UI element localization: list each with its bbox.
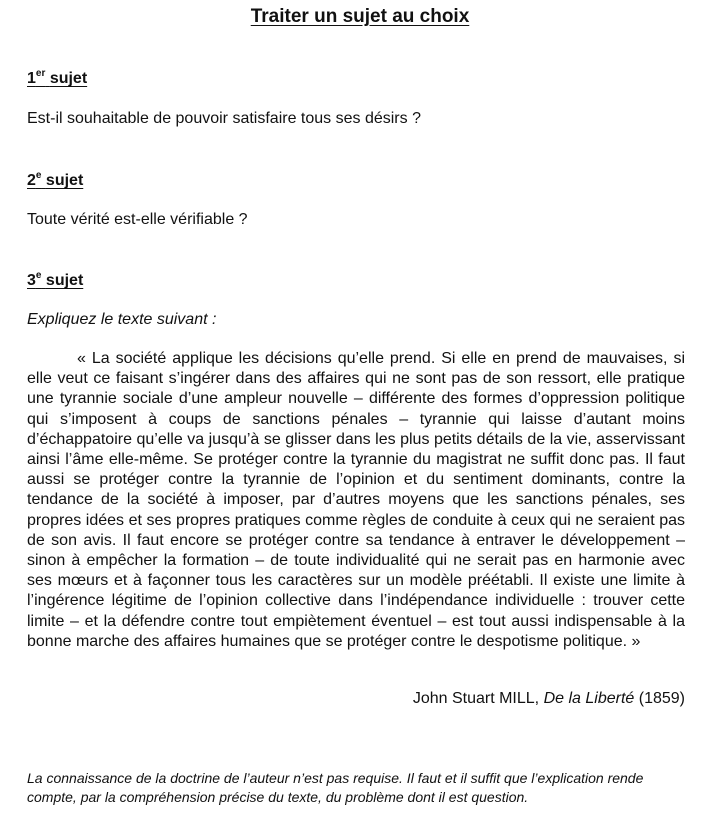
attribution-year: (1859) (638, 690, 685, 707)
subject-1-question: Est-il souhaitable de pouvoir satisfaire tous ses désirs ? (27, 110, 421, 127)
subject-1-number: 1 (27, 70, 36, 87)
attribution-work: De la Liberté (543, 690, 635, 707)
subject-3-label: sujet (45, 272, 84, 289)
attribution-author: John Stuart MILL, (412, 690, 540, 707)
quote-attribution (413, 690, 685, 708)
subject-1-label: sujet (49, 70, 88, 87)
subject-1-ordinal-suffix: er (35, 68, 46, 79)
subject-3-ordinal-suffix: e (35, 270, 42, 281)
subject-3-number: 3 (27, 272, 36, 289)
quoted-text: « La société applique les décisions qu’elle prend. Si elle en prend de mauvaises, si elle veut ce faisant s’ingérer dans des affaires qui ne sont pas de son ressort, elle pratique une tyrannie sociale d’une ampleur nouvelle – différente des formes d’oppression politique qui s’imposent à coups de sanctions pénales – tyrannie qui laisse d’autant moins d’échappatoire qu’elle va jusqu’à se glisser dans les plus petits détails de la vie, asservissant ainsi l’âme elle-même. Se protéger contre la tyrannie du magistrat ne suffit donc pas. Il faut aussi se protéger contre la tyrannie de l’opinion et du sentiment dominants, contre la tendance de la société à imposer, par d’autres moyens que les sanctions pénales, ses propres idées et ses propres pratiques comme règles de conduite à ceux qui ne seraient pas de son avis. Il faut encore se protéger contre sa tendance à entraver le développement – sinon à empêcher la formation – de toute individualité qui ne serait pas en harmonie avec ses mœurs et à façonner tous les caractères sur un modèle préétabli. Il existe une limite à l’ingérence légitime de l’opinion collective dans l’indépendance individuelle : trouver cette limite – et la défendre contre tout empiètement éventuel – est tout aussi indispensable à la bonne marche des affaires humaines que se protéger contre le despotisme politique. » (27, 350, 685, 650)
subject-2-ordinal-suffix: e (35, 170, 42, 181)
subject-2-heading (27, 172, 83, 190)
page-title: Traiter un sujet au choix (250, 6, 470, 27)
subject-2-number: 2 (27, 172, 36, 189)
footnote: La connaissance de la doctrine de l’auteur n’est pas requise. Il faut et il suffit que l’explication rende compte, par la compréhension précise du texte, du problème dont il est question. (27, 770, 644, 805)
subject-3-heading (27, 272, 83, 290)
subject-2-question: Toute vérité est-elle vérifiable ? (27, 211, 248, 228)
subject-1-heading (27, 70, 87, 88)
subject-3-instruction: Expliquez le texte suivant : (27, 311, 217, 328)
subject-2-label: sujet (45, 172, 84, 189)
